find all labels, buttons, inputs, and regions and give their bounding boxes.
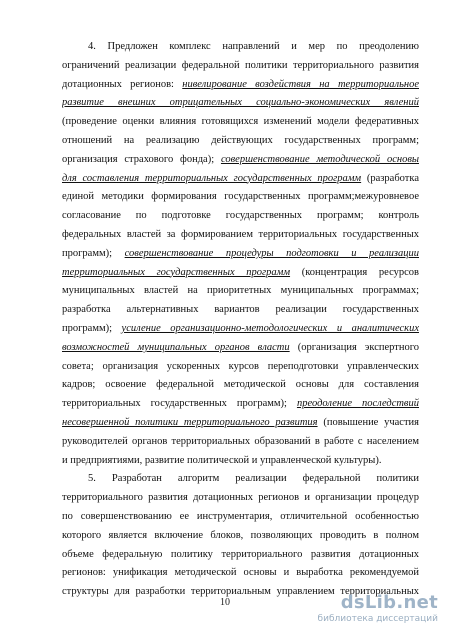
- page-number: 10: [220, 597, 230, 608]
- text-line: [62, 320, 419, 339]
- text-line: [62, 414, 419, 433]
- text-run: (организация экспертного: [289, 341, 419, 353]
- text-line: [62, 339, 419, 358]
- emphasized-text: возможностей муниципальных органов власти: [62, 341, 290, 353]
- document-body: [62, 38, 419, 602]
- text-run: кадров; освоение федеральной методической основы для составления: [62, 379, 419, 391]
- text-line: [62, 470, 419, 489]
- text-line: [62, 489, 419, 508]
- text-run: единой методики формирования государственных программ;межуровневое: [62, 191, 419, 203]
- emphasized-text: преодоление последствий: [296, 398, 419, 410]
- emphasized-text: нивелирование воздействия на территориальное: [182, 78, 419, 90]
- text-run: по совершенствованию ее инструментария, отличительной особенностью: [62, 510, 419, 522]
- text-line: [62, 170, 419, 189]
- text-run: организация страхового фонда);: [62, 153, 221, 165]
- text-run: (повышение участия: [317, 416, 419, 428]
- text-run: федеральных властей за формированием территориальных государственных: [62, 228, 419, 240]
- text-line: [62, 433, 419, 452]
- text-run: которого является включение блоков, позволяющих проводить в полном: [62, 529, 419, 541]
- text-run: разработка альтернативных вариантов реализации государственных: [62, 304, 419, 316]
- text-line: [62, 376, 419, 395]
- text-line: [62, 301, 419, 320]
- emphasized-text: совершенствование процедуры подготовки и реализации: [124, 247, 419, 259]
- text-line: [62, 151, 419, 170]
- watermark[interactable]: [298, 592, 438, 628]
- text-run: территориального развития дотационных регионов и организации процедур: [62, 492, 419, 504]
- watermark-logo: dsLib.net: [340, 592, 438, 613]
- text-line: [62, 264, 419, 283]
- text-line: [62, 226, 419, 245]
- text-run: отношений на реализацию действующих государственных программ;: [62, 134, 419, 146]
- text-line: [62, 188, 419, 207]
- text-line: [62, 358, 419, 377]
- text-run: объеме федеральную политику территориального развития дотационных: [62, 548, 419, 560]
- text-line: [62, 94, 419, 113]
- text-run: регионов: унификация методической основы и выработка рекомендуемой: [62, 567, 419, 579]
- emphasized-text: для составления территориальных государственных программ: [62, 172, 362, 184]
- text-run: территориальных государственных программ);: [62, 398, 297, 410]
- emphasized-text: совершенствование методической основы: [220, 153, 419, 165]
- text-run: (разработка: [361, 172, 419, 184]
- text-line: [62, 113, 419, 132]
- text-run: и предприятиями, развитие политической и управленческой культуры).: [62, 454, 382, 466]
- text-run: 5. Разработан алгоритм реализации федеральной политики: [88, 473, 419, 485]
- emphasized-text: несовершенной политики территориального развития: [62, 416, 318, 428]
- text-run: (концентрация ресурсов: [290, 266, 419, 278]
- text-run: муниципальных властей на приоритетных муниципальных программах;: [62, 285, 419, 297]
- text-run: программ);: [62, 322, 122, 334]
- text-line: [62, 57, 419, 76]
- text-line: [62, 546, 419, 565]
- text-run: ограничений реализации федеральной политики территориального развития: [62, 59, 419, 71]
- text-run: совета; организация ускоренных курсов переподготовки управленческих: [62, 360, 419, 372]
- text-run: дотационных регионов:: [62, 78, 183, 90]
- text-line: [62, 282, 419, 301]
- text-run: программ);: [62, 247, 125, 259]
- text-line: [62, 564, 419, 583]
- text-line: [62, 508, 419, 527]
- text-line: [62, 452, 419, 471]
- text-line: [62, 207, 419, 226]
- text-line: [62, 527, 419, 546]
- emphasized-text: усиление организационно-методологических и аналитических: [121, 322, 419, 334]
- text-run: согласование по подготовке государственных программ; контроль: [62, 210, 419, 222]
- text-line: [62, 132, 419, 151]
- emphasized-text: развитие внешних отрицательных социально-экономических явлений: [62, 97, 419, 109]
- text-line: [62, 395, 419, 414]
- text-run: 4. Предложен комплекс направлений и мер по преодолению: [88, 41, 419, 52]
- emphasized-text: территориальных государственных программ: [62, 266, 291, 278]
- text-line: [62, 76, 419, 95]
- text-run: руководителей органов территориальных образований в работе с населением: [62, 435, 419, 447]
- text-run: структуры для разработки территориальным управлением территориальных: [62, 586, 419, 598]
- watermark-subtitle: библиотека диссертаций: [317, 614, 438, 624]
- text-run: (проведение оценки влияния готовящихся изменений модели федеративных: [62, 116, 419, 128]
- text-line: [62, 245, 419, 264]
- text-line: [62, 38, 419, 57]
